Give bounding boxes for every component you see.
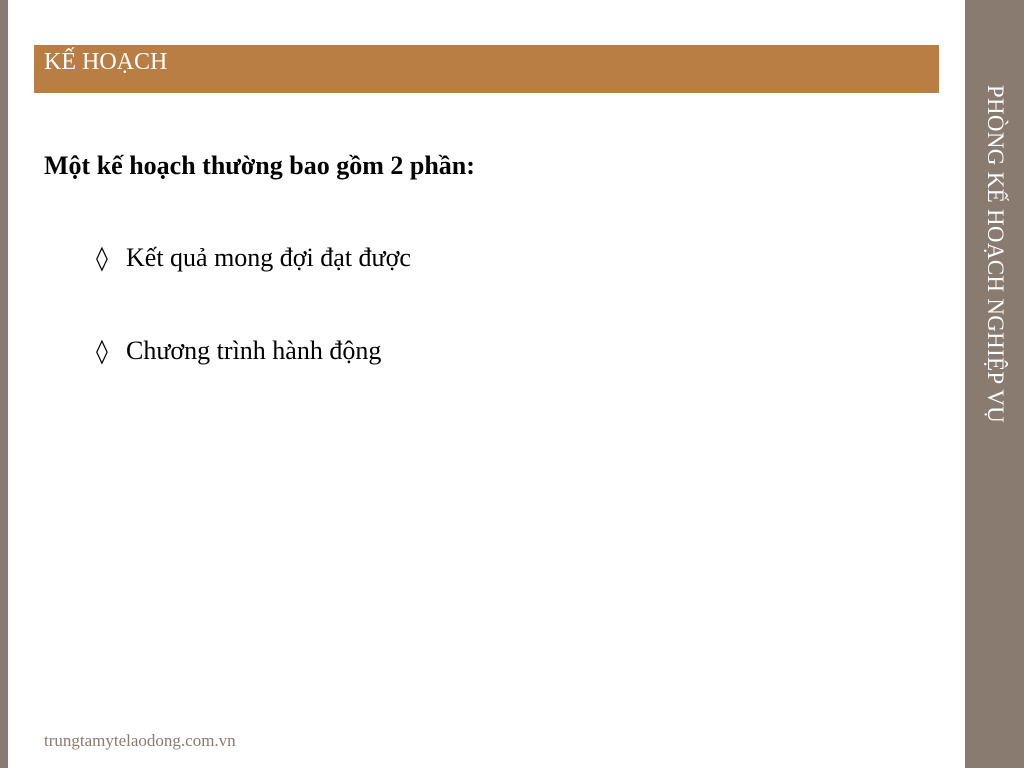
content-heading: Một kế hoạch thường bao gồm 2 phần: bbox=[44, 151, 475, 180]
footer-text: trungtamytelaodong.com.vn bbox=[44, 731, 236, 750]
diamond-outline-icon: ◊ bbox=[96, 244, 108, 272]
list-item bbox=[96, 238, 924, 278]
page-title: KẾ HOẠCH bbox=[44, 49, 168, 75]
side-title: PHÒNG KẾ HOẠCH NGHIỆP VỤ bbox=[982, 84, 1008, 424]
bullet-label: Chương trình hành động bbox=[126, 336, 382, 365]
list-item bbox=[96, 331, 924, 371]
slide-content bbox=[44, 146, 924, 424]
bullet-list bbox=[44, 238, 924, 371]
title-bar bbox=[34, 45, 939, 93]
diamond-outline-icon: ◊ bbox=[96, 337, 108, 365]
side-panel bbox=[965, 0, 1024, 768]
bullet-label: Kết quả mong đợi đạt được bbox=[126, 243, 411, 272]
left-border-bar bbox=[0, 0, 8, 768]
